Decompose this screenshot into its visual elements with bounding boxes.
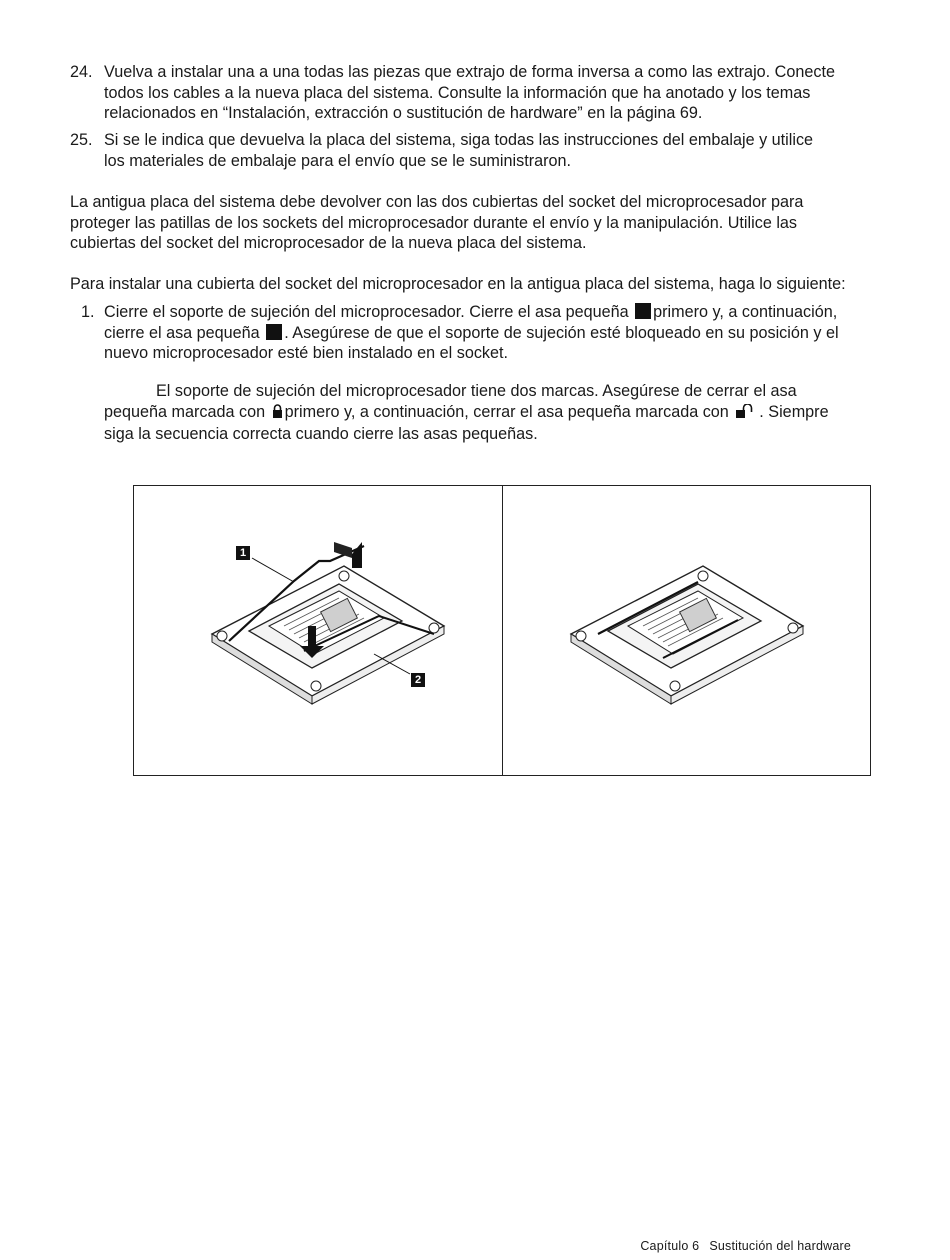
text-line: todos los cables a la nueva placa del sistema. Consulte la información que ha anotado y los temas xyxy=(104,83,811,102)
text-line: cubiertas del socket del microprocesador de la nueva placa del sistema. xyxy=(70,234,587,252)
callout-2-marker xyxy=(266,324,282,340)
text-line: relacionados en “Instalación, extracción o sustitución de hardware” en la página 69. xyxy=(104,104,703,122)
text-line: Vuelva a instalar una a una todas las piezas que extrajo de forma inversa a como las extrajo. Conecte xyxy=(104,63,835,81)
note xyxy=(104,381,904,445)
socket-cover-figure xyxy=(133,485,871,776)
step-text xyxy=(104,130,813,171)
text-line: los materiales de embalaje para el envío que se le suministraron. xyxy=(104,151,571,170)
lock-open-icon xyxy=(735,404,757,425)
footer-title: Sustitución del hardware xyxy=(709,1239,851,1253)
text-line: La antigua placa del sistema debe devolver con las dos cubiertas del socket del microprocesador para xyxy=(70,193,804,211)
note-line: El soporte de sujeción del microprocesador tiene dos marcas. Asegúrese de cerrar el asa xyxy=(156,382,797,400)
step-number: 25. xyxy=(70,131,93,149)
callout-1: 1 xyxy=(236,546,250,560)
figure-panel-before xyxy=(134,486,502,775)
lock-closed-icon xyxy=(272,404,283,425)
text-line: cierre el asa pequeña . Asegúrese de que el soporte de sujeción esté bloqueado en su posición y el xyxy=(104,323,839,342)
step-1 xyxy=(70,302,910,366)
text-line: nuevo microprocesador esté bien instalado en el socket. xyxy=(104,344,509,362)
callout-2: 2 xyxy=(411,673,425,687)
step-text xyxy=(104,62,835,124)
footer-chapter: Capítulo 6 xyxy=(640,1239,700,1253)
step-number: 1. xyxy=(81,303,95,321)
note-line: siga la secuencia correcta cuando cierre las asas pequeñas. xyxy=(104,425,538,443)
socket-illustration-after xyxy=(503,486,871,775)
step-25 xyxy=(70,130,910,174)
text-line: Si se le indica que devuelva la placa del sistema, siga todas las instrucciones del embalaje y utilice xyxy=(104,131,814,149)
text-line: proteger las patillas de los sockets del microprocesador durante el envío y la manipulación. Utilice las xyxy=(70,213,798,232)
figure-panel-after xyxy=(503,486,871,775)
install-intro: Para instalar una cubierta del socket del microprocesador en la antigua placa del sistema, haga lo siguiente: xyxy=(70,275,846,293)
text-line: Cierre el soporte de sujeción del microprocesador. Cierre el asa pequeña primero y, a continuación, xyxy=(104,303,838,321)
step-text xyxy=(104,302,839,364)
step-24 xyxy=(70,62,910,126)
step-number: 24. xyxy=(70,63,93,81)
socket-illustration-before xyxy=(134,486,502,775)
return-paragraph xyxy=(70,192,910,254)
callout-1-marker xyxy=(635,303,651,319)
page-footer xyxy=(640,1239,851,1253)
note-line: pequeña marcada con primero y, a continuación, cerrar el asa pequeña marcada con . Siempre xyxy=(104,402,904,425)
